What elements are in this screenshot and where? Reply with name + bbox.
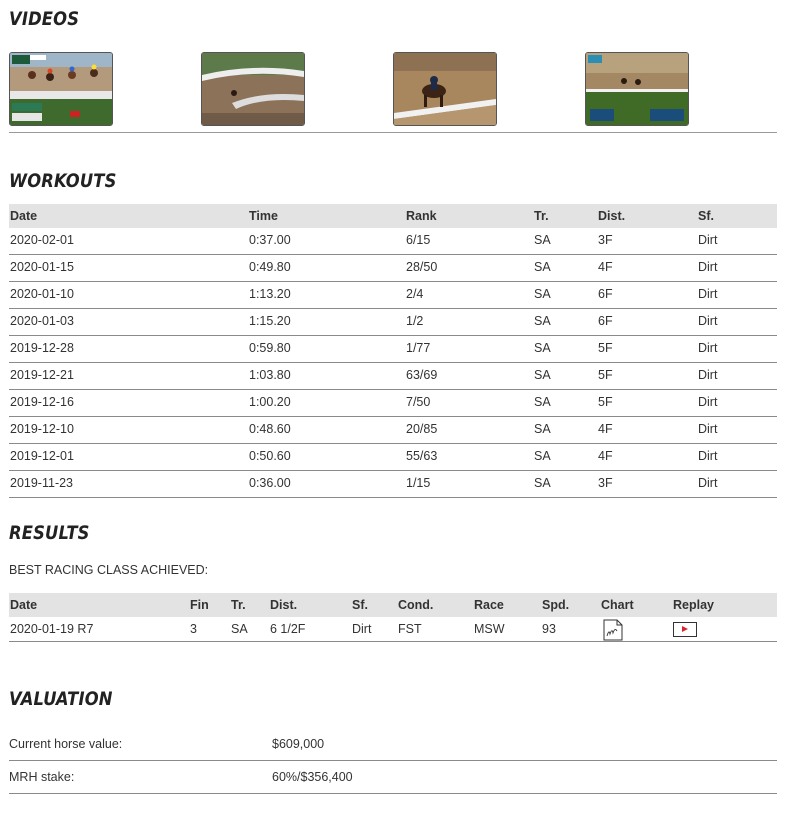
list-item bbox=[9, 761, 777, 794]
result-surface: Dirt bbox=[352, 622, 372, 636]
mrh-stake-value: 60%/$356,400 bbox=[272, 770, 353, 784]
table-row bbox=[9, 255, 777, 282]
column-header-date: Date bbox=[10, 598, 38, 612]
workouts-table-header bbox=[9, 204, 777, 228]
videos-heading: VIDEOS bbox=[9, 8, 80, 30]
column-header-track: Tr. bbox=[534, 209, 549, 223]
best-racing-class-label: BEST RACING CLASS ACHIEVED: bbox=[9, 563, 209, 577]
workout-date: 2019-12-10 bbox=[10, 422, 74, 436]
valuation-heading: VALUATION bbox=[9, 688, 113, 710]
videos-divider bbox=[9, 132, 777, 133]
workout-distance: 3F bbox=[598, 233, 613, 247]
workout-date: 2020-01-15 bbox=[10, 260, 74, 274]
workout-date: 2020-01-03 bbox=[10, 314, 74, 328]
list-item bbox=[9, 729, 777, 761]
track-video-image bbox=[202, 53, 304, 125]
column-header-distance: Dist. bbox=[270, 598, 298, 612]
column-header-finish: Fin bbox=[190, 598, 209, 612]
workout-time: 1:13.20 bbox=[249, 287, 291, 301]
workout-time: 0:36.00 bbox=[249, 476, 291, 490]
workout-distance: 6F bbox=[598, 287, 613, 301]
column-header-chart: Chart bbox=[601, 598, 634, 612]
table-row bbox=[9, 390, 777, 417]
column-header-distance: Dist. bbox=[598, 209, 626, 223]
workout-time: 0:49.80 bbox=[249, 260, 291, 274]
workout-surface: Dirt bbox=[698, 368, 718, 382]
current-horse-value: $609,000 bbox=[272, 737, 325, 751]
workout-track: SA bbox=[534, 314, 551, 328]
table-row bbox=[9, 228, 777, 255]
workout-rank: 1/2 bbox=[406, 314, 424, 328]
workout-time: 0:59.80 bbox=[249, 341, 291, 355]
table-row bbox=[9, 282, 777, 309]
column-header-replay: Replay bbox=[673, 598, 714, 612]
finish-video-image bbox=[586, 53, 688, 125]
table-row bbox=[9, 471, 777, 498]
workout-surface: Dirt bbox=[698, 449, 718, 463]
column-header-speed: Spd. bbox=[542, 598, 570, 612]
workout-time: 1:00.20 bbox=[249, 395, 291, 409]
workout-track: SA bbox=[534, 449, 551, 463]
workout-distance: 4F bbox=[598, 422, 613, 436]
workout-distance: 4F bbox=[598, 260, 613, 274]
result-finish: 3 bbox=[190, 622, 197, 636]
workout-track: SA bbox=[534, 341, 551, 355]
workout-date: 2019-12-21 bbox=[10, 368, 74, 382]
chart-document-icon[interactable] bbox=[603, 619, 623, 641]
workout-rank: 1/15 bbox=[406, 476, 431, 490]
column-header-time: Time bbox=[249, 209, 278, 223]
workout-rank: 7/50 bbox=[406, 395, 431, 409]
column-header-race: Race bbox=[474, 598, 504, 612]
workout-date: 2020-02-01 bbox=[10, 233, 74, 247]
workout-track: SA bbox=[534, 287, 551, 301]
current-horse-value-label: Current horse value: bbox=[9, 737, 123, 751]
workout-date: 2019-11-23 bbox=[10, 476, 74, 490]
workout-track: SA bbox=[534, 260, 551, 274]
video-thumbnail-workout[interactable] bbox=[393, 52, 497, 126]
table-row bbox=[9, 444, 777, 471]
workout-time: 1:03.80 bbox=[249, 368, 291, 382]
column-header-surface: Sf. bbox=[352, 598, 368, 612]
workout-distance: 4F bbox=[598, 449, 613, 463]
table-row bbox=[9, 363, 777, 390]
workout-rank: 2/4 bbox=[406, 287, 424, 301]
workout-rank: 28/50 bbox=[406, 260, 438, 274]
workout-surface: Dirt bbox=[698, 287, 718, 301]
workout-surface: Dirt bbox=[698, 233, 718, 247]
column-header-surface: Sf. bbox=[698, 209, 714, 223]
workout-distance: 5F bbox=[598, 341, 613, 355]
workout-time: 1:15.20 bbox=[249, 314, 291, 328]
column-header-rank: Rank bbox=[406, 209, 437, 223]
workout-rank: 1/77 bbox=[406, 341, 431, 355]
workout-track: SA bbox=[534, 476, 551, 490]
column-header-track: Tr. bbox=[231, 598, 246, 612]
workout-distance: 3F bbox=[598, 476, 613, 490]
workout-distance: 5F bbox=[598, 395, 613, 409]
workout-distance: 6F bbox=[598, 314, 613, 328]
workout-track: SA bbox=[534, 368, 551, 382]
workout-time: 0:37.00 bbox=[249, 233, 291, 247]
table-row bbox=[9, 336, 777, 363]
workout-rank: 55/63 bbox=[406, 449, 438, 463]
workout-rank: 63/69 bbox=[406, 368, 438, 382]
column-header-condition: Cond. bbox=[398, 598, 434, 612]
workout-track: SA bbox=[534, 395, 551, 409]
workout-distance: 5F bbox=[598, 368, 613, 382]
workout-time: 0:48.60 bbox=[249, 422, 291, 436]
workout-track: SA bbox=[534, 422, 551, 436]
workouts-heading: WORKOUTS bbox=[9, 170, 117, 192]
workout-date: 2019-12-16 bbox=[10, 395, 74, 409]
workout-track: SA bbox=[534, 233, 551, 247]
video-thumbnail-track[interactable] bbox=[201, 52, 305, 126]
results-table-header bbox=[9, 593, 777, 617]
table-row bbox=[9, 417, 777, 444]
result-speed: 93 bbox=[542, 622, 556, 636]
workout-surface: Dirt bbox=[698, 314, 718, 328]
workout-surface: Dirt bbox=[698, 260, 718, 274]
workout-surface: Dirt bbox=[698, 341, 718, 355]
table-row bbox=[9, 617, 777, 642]
workout-rank: 6/15 bbox=[406, 233, 431, 247]
race-video-image bbox=[10, 53, 112, 125]
video-thumbnail-finish[interactable] bbox=[585, 52, 689, 126]
result-track: SA bbox=[231, 622, 248, 636]
result-race: MSW bbox=[474, 622, 505, 636]
workout-surface: Dirt bbox=[698, 422, 718, 436]
workout-time: 0:50.60 bbox=[249, 449, 291, 463]
result-condition: FST bbox=[398, 622, 422, 636]
play-video-icon[interactable] bbox=[673, 622, 697, 637]
column-header-date: Date bbox=[10, 209, 38, 223]
table-row bbox=[9, 309, 777, 336]
result-date: 2020-01-19 R7 bbox=[10, 622, 94, 636]
workout-video-image bbox=[394, 53, 496, 125]
workout-date: 2019-12-28 bbox=[10, 341, 74, 355]
workouts-table bbox=[9, 204, 777, 498]
workout-date: 2019-12-01 bbox=[10, 449, 74, 463]
results-table bbox=[9, 593, 777, 642]
workout-date: 2020-01-10 bbox=[10, 287, 74, 301]
result-distance: 6 1/2F bbox=[270, 622, 306, 636]
mrh-stake-label: MRH stake: bbox=[9, 770, 75, 784]
workout-surface: Dirt bbox=[698, 395, 718, 409]
workout-rank: 20/85 bbox=[406, 422, 438, 436]
video-thumbnail-race[interactable] bbox=[9, 52, 113, 126]
workout-surface: Dirt bbox=[698, 476, 718, 490]
valuation-list bbox=[9, 729, 777, 794]
results-heading: RESULTS bbox=[9, 522, 90, 544]
